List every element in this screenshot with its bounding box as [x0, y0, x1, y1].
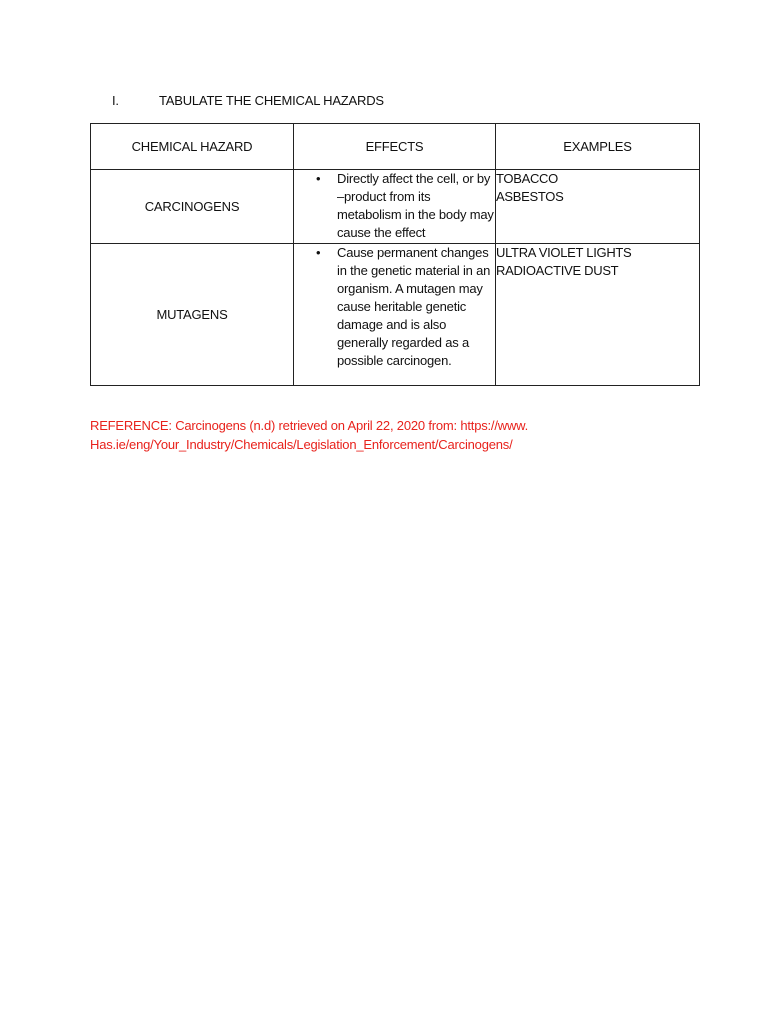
reference-line-2: Has.ie/eng/Your_Industry/Chemicals/Legislation_Enforcement/Carcinogens/ [90, 437, 513, 452]
effects-cell [294, 244, 496, 386]
effect-bullet: • Directly affect the cell, or by –product from its metabolism in the body may cause the effect [337, 170, 495, 242]
example-item: TOBACCO [496, 171, 558, 186]
hazard-name-cell: MUTAGENS [91, 244, 294, 386]
table-row-mutagens [91, 244, 700, 386]
hazard-name-cell: CARCINOGENS [91, 170, 294, 244]
effects-list [294, 244, 495, 370]
examples-cell [496, 170, 700, 244]
table-header-row [91, 124, 700, 170]
table-row-carcinogens [91, 170, 700, 244]
example-item: ULTRA VIOLET LIGHTS [496, 245, 632, 260]
example-item: RADIOACTIVE DUST [496, 263, 619, 278]
column-header-chemical-hazard: CHEMICAL HAZARD [91, 124, 294, 170]
effects-cell [294, 170, 496, 244]
effect-bullet: • Cause permanent changes in the genetic material in an organism. A mutagen may cause heritable genetic damage and is also generally regarded as a possible carcinogen. [337, 244, 495, 370]
section-number: I. [112, 93, 119, 108]
reference-citation [90, 416, 710, 454]
example-item: ASBESTOS [496, 189, 564, 204]
section-heading [112, 93, 384, 108]
chemical-hazards-table [90, 123, 700, 386]
examples-cell [496, 244, 700, 386]
column-header-examples: EXAMPLES [496, 124, 700, 170]
column-header-effects: EFFECTS [294, 124, 496, 170]
section-title: TABULATE THE CHEMICAL HAZARDS [159, 93, 384, 108]
reference-line-1: REFERENCE: Carcinogens (n.d) retrieved on April 22, 2020 from: https://www. [90, 418, 529, 433]
effects-list [294, 170, 495, 242]
